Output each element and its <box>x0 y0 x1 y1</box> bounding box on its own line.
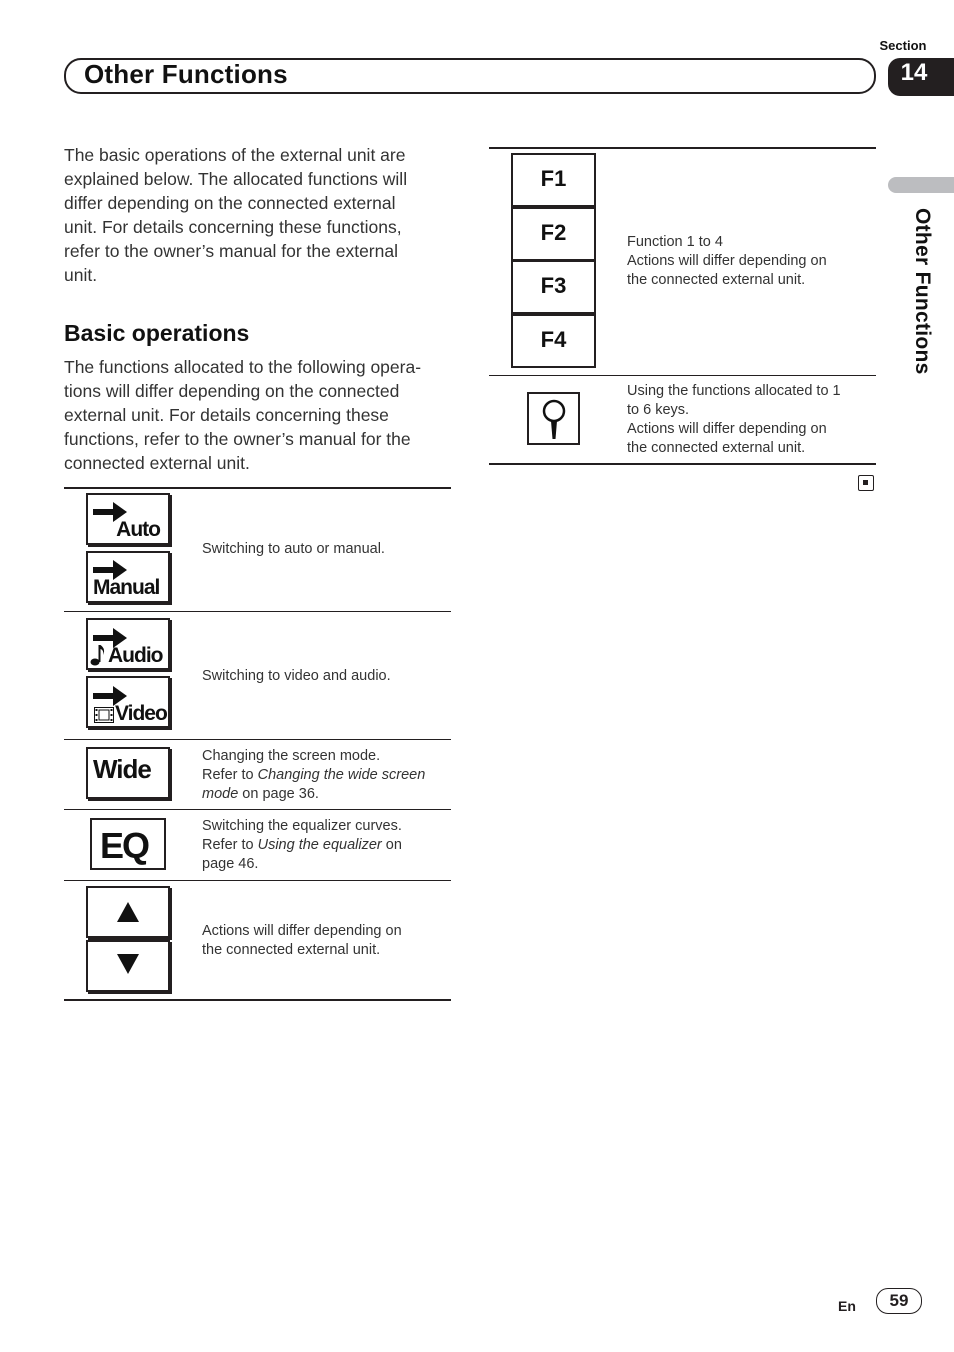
basic-ops-line: tions will differ depending on the connected <box>64 381 400 401</box>
refer-suffix: on <box>381 837 402 853</box>
eq-description-page: page 46. <box>202 856 259 872</box>
basic-operations-heading: Basic operations <box>64 320 250 346</box>
refer-prefix: Refer to <box>202 767 258 783</box>
updown-description-line: Actions will differ depending on <box>202 923 402 939</box>
fkeys-description-line: the connected external unit. <box>627 272 806 288</box>
basic-ops-line: connected external unit. <box>64 453 250 473</box>
wide-description-line: Changing the screen mode. <box>202 748 381 764</box>
intro-line: explained below. The allocated functions will <box>64 169 408 189</box>
table-rule <box>64 739 451 740</box>
video-audio-description: Switching to video and audio. <box>202 668 391 684</box>
manual-key-label: Manual <box>93 576 160 599</box>
auto-key-label: Auto <box>116 518 160 541</box>
auto-manual-description: Switching to auto or manual. <box>202 541 385 557</box>
video-key-label: Video <box>115 702 167 725</box>
fkeys-description-line: Actions will differ depending on <box>627 253 827 269</box>
wide-description-page <box>202 785 425 804</box>
basic-operations-paragraph <box>64 355 421 475</box>
search-description-line: Actions will differ depending on <box>627 421 827 437</box>
table-rule <box>64 611 451 612</box>
intro-paragraph <box>64 143 407 287</box>
basic-ops-line: external unit. For details concerning these <box>64 405 389 425</box>
f3-key: F3 <box>511 260 596 314</box>
table-rule <box>64 809 451 810</box>
table-rule-bottom <box>64 999 451 1001</box>
wide-screen-link-cont[interactable]: mode <box>202 786 239 802</box>
intro-line: refer to the owner’s manual for the external <box>64 241 398 261</box>
basic-ops-line: The functions allocated to the following opera- <box>64 357 422 377</box>
triangle-down-icon <box>117 954 139 974</box>
eq-key-label: EQ <box>100 825 149 866</box>
page-number: 59 <box>876 1288 922 1314</box>
wide-key <box>86 747 170 799</box>
intro-line: unit. For details concerning these functions, <box>64 217 402 237</box>
right-table-rule <box>489 375 876 376</box>
auto-key <box>86 493 170 545</box>
refer-suffix: on page 36. <box>238 786 319 802</box>
eq-key <box>90 818 166 870</box>
section-label: Section <box>879 38 927 53</box>
intro-line: differ depending on the connected external <box>64 193 396 213</box>
f2-key: F2 <box>511 207 596 261</box>
wide-description-refer <box>202 766 425 785</box>
side-tab-bar <box>888 177 954 193</box>
side-section-label: Other Functions <box>911 208 934 375</box>
updown-description <box>202 922 402 960</box>
right-table-rule-top <box>489 147 876 149</box>
wide-description <box>202 747 425 804</box>
search-description-line: to 6 keys. <box>627 402 690 418</box>
video-key <box>86 676 170 728</box>
triangle-up-icon <box>117 902 139 922</box>
eq-description-line: Switching the equalizer curves. <box>202 818 402 834</box>
footer-language: En <box>838 1298 856 1314</box>
search-description-line: Using the functions allocated to 1 <box>627 383 841 399</box>
wide-screen-link[interactable]: Changing the wide screen <box>257 767 426 783</box>
down-key <box>86 940 170 992</box>
page-title: Other Functions <box>84 59 288 89</box>
eq-description <box>202 817 402 874</box>
f4-key: F4 <box>511 314 596 368</box>
right-table-rule-bottom <box>489 463 876 465</box>
table-rule <box>64 880 451 881</box>
eq-description-refer <box>202 836 402 855</box>
search-description-line: the connected external unit. <box>627 440 806 456</box>
table-rule-top <box>64 487 451 489</box>
search-description <box>627 382 841 458</box>
fkeys-description-line: Function 1 to 4 <box>627 234 723 250</box>
manual-key <box>86 551 170 603</box>
audio-key <box>86 618 170 670</box>
intro-line: unit. <box>64 265 98 285</box>
wide-key-label: Wide <box>93 754 151 784</box>
film-strip-icon <box>94 707 114 723</box>
music-note-icon <box>90 643 106 667</box>
up-key <box>86 886 170 938</box>
intro-line: The basic operations of the external unit are <box>64 145 406 165</box>
equalizer-link[interactable]: Using the equalizer <box>257 837 382 853</box>
search-icon <box>539 397 569 441</box>
fkeys-description <box>627 233 827 290</box>
audio-key-label: Audio <box>108 644 163 667</box>
basic-ops-line: functions, refer to the owner’s manual for the <box>64 429 411 449</box>
refer-prefix: Refer to <box>202 837 258 853</box>
f1-key: F1 <box>511 153 596 207</box>
updown-description-line: the connected external unit. <box>202 942 381 958</box>
section-number: 14 <box>900 59 928 86</box>
search-key <box>527 392 580 445</box>
end-of-section-icon <box>858 475 874 491</box>
